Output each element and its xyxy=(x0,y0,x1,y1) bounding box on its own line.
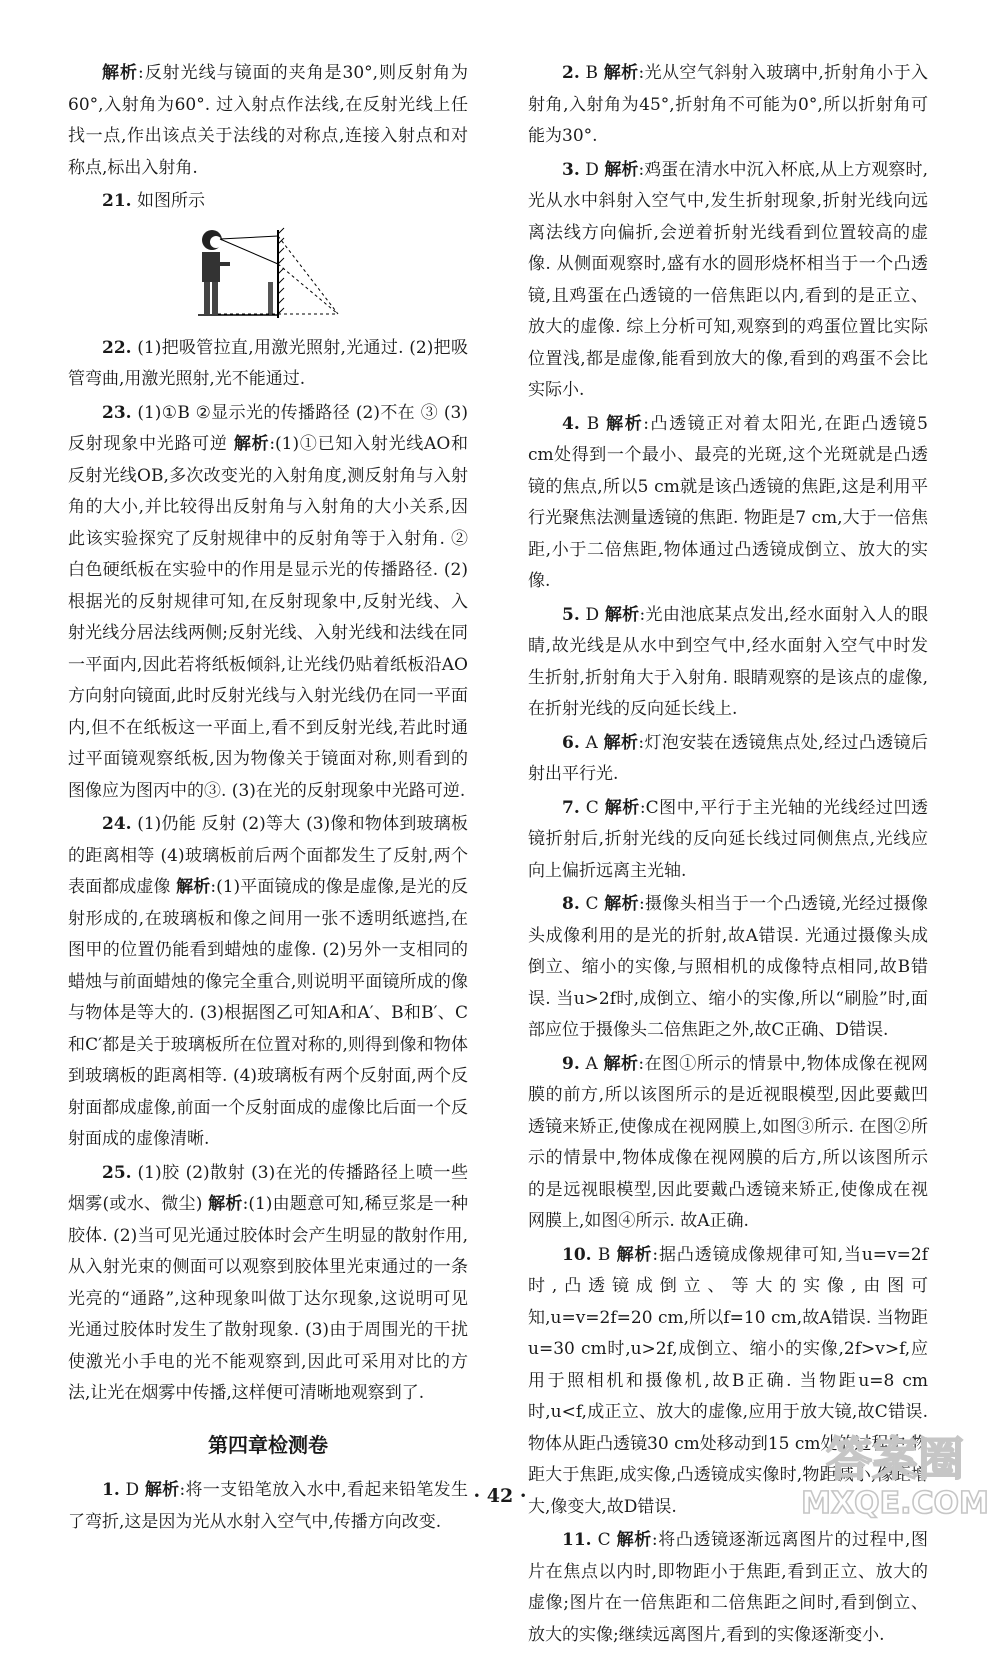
answer-text: :摄像头相当于一个凸透镜,光经过摄像头成像利用的是光的折射,故A错误. 光通过摄像头成倒立、缩小的实像,与照相机的成像特点相同,故B错误. 当u>2f时,成倒立、缩小的实像,所以“刷脸”时,面部应位于摄像头二倍焦距之外,故C正确、D错误. xyxy=(528,894,928,1040)
answer-paragraph xyxy=(68,1158,468,1410)
analysis-label: 解析 xyxy=(604,604,640,625)
left-column xyxy=(68,58,468,1540)
analysis-label: 解析 xyxy=(604,159,639,180)
analysis-label: 解析 xyxy=(616,1244,653,1265)
answer-text: :鸡蛋在清水中沉入杯底,从上方观察时,光从水中斜射入空气中,发生折射现象,折射光线向远离法线方向偏折,会逆着折射光线看到位置较高的虚像. 从侧面观察时,盛有水的圆形烧杯相当于一个凸透镜,且鸡蛋在凸透镜的一倍焦距以内,看到的是正立、放大的虚像. 综上分析可知,观察到的鸡蛋位置比实际位置浅,都是虚像,能看到放大的像,看到的鸡蛋不会比实际小. xyxy=(528,159,929,400)
answer-choice: C xyxy=(579,894,605,914)
analysis-label: 解析 xyxy=(208,1194,243,1214)
question-number: 11. xyxy=(562,1530,592,1550)
answer-choice: B xyxy=(579,63,604,83)
mirror-image-block xyxy=(268,282,273,314)
answer-choice: D xyxy=(579,604,605,625)
answer-choice: (1)①B ②显示光的传播路径 (2)不在 ③ (3)反射现象中光路可逆 xyxy=(68,402,468,454)
watermark-logo xyxy=(795,1425,995,1525)
answer-choice: A xyxy=(579,1053,604,1074)
question-number: 7. xyxy=(562,797,580,818)
answer-paragraph xyxy=(528,728,928,791)
analysis-label: 解析 xyxy=(616,1530,652,1550)
analysis-label: 解析 xyxy=(603,63,639,83)
answer-paragraph xyxy=(528,1049,928,1238)
question-number: 25. xyxy=(102,1162,132,1183)
answer-text: :光从空气斜射入玻璃中,折射角小于入射角,入射角为45°,折射角不可能为0°,所以折射角可能为30°. xyxy=(528,63,928,146)
question-number: 6. xyxy=(562,732,580,753)
right-column xyxy=(528,58,928,1653)
watermark-line1: 答案圈 xyxy=(826,1432,964,1486)
answer-text: :(1)平面镜成的像是虚像,是光的反射形成的,在玻璃板和像之间用一张不透明纸遮挡,在图甲的位置仍能看到蜡烛的虚像. (2)另外一支相同的蜡烛与前面蜡烛的像完全重合,则说明平面镜所成的像与物体是等大的. (3)根据图乙可知A和A′、B和B′、C和C′都是关于玻璃板所在位置对称的,则得到像和物体到玻璃板的距离相等. (4)玻璃板有两个反射面,两个反射面都成虚像,前面一个反射面成的虚像比后面一个反射面成的虚像清晰. xyxy=(68,877,469,1149)
question-number: 8. xyxy=(562,894,580,914)
answer-text: :将一支铅笔放入水中,看起来铅笔发生了弯折,这是因为光从水射入空气中,传播方向改变. xyxy=(68,1480,469,1532)
answer-choice: D xyxy=(119,1480,145,1500)
analysis-label: 解析 xyxy=(102,63,138,83)
figure-mirror-diagram xyxy=(68,222,468,327)
answer-choice: D xyxy=(579,159,605,180)
question-number: 2. xyxy=(562,63,580,83)
answer-text: :据凸透镜成像规律可知,当u=v=2f时,凸透镜成倒立、等大的实像,由图可知,u=v=2f=20 cm,所以f=10 cm,故A错误. 当物距u=30 cm时,u>2f,成倒立、缩小的实像,2f>v>f,应用于照相机和摄像机,故B正确. 当物距u=8 cm时,u<f,成正立、放大的虚像,应用于放大镜,故C错误. 物体从距凸透镜30 cm处移动到15 cm处的过程中,物距大于焦距,成实像,凸透镜成实像时,物距减小,像距增大,像变大,故D错误. xyxy=(528,1244,928,1517)
answer-paragraph xyxy=(528,600,928,726)
question-number: 10. xyxy=(562,1244,592,1265)
analysis-label: 解析 xyxy=(144,1480,180,1500)
answer-paragraph xyxy=(528,1525,928,1651)
answer-paragraph xyxy=(68,333,468,396)
analysis-label: 解析 xyxy=(604,797,640,818)
person-body xyxy=(202,252,220,282)
answer-text: :(1)①已知入射光线AO和反射光线OB,多次改变光的入射角度,测反射角与入射角的大小,并比较得出反射角与入射角的大小关系,因此该实验探究了反射规律中的反射角等于入射角. ②白色硬纸板在实验中的作用是显示光的传播路径. (2)根据光的反射规律可知,在反射现象中,反射光线、入射光线分居法线两侧;反射光线、入射光线和法线在同一平面内,因此若将纸板倾斜,让光线仍贴着纸板沿AO方向射向镜面,此时反射光线与入射光线仍在同一平面内,但不在纸板这一平面上,看不到反射光线,若此时通过平面镜观察纸板,因为物像关于镜面对称,则看到的图像应为图丙中的③. (3)在光的反射现象中光路可逆. xyxy=(68,434,469,801)
answer-text: :光由池底某点发出,经水面射入人的眼睛,故光线是从水中到空气中,经水面射入空气中时发生折射,折射角大于入射角. 眼睛观察的是该点的虚像,在折射光线的反向延长线上. xyxy=(528,604,929,719)
question-number: 22. xyxy=(102,337,132,358)
answer-paragraph xyxy=(528,889,928,1047)
analysis-label: 解析 xyxy=(604,894,639,914)
mirror-illustration xyxy=(188,222,348,327)
answer-text: (1)把吸管拉直,用激光照射,光通过. (2)把吸管弯曲,用激光照射,光不能通过. xyxy=(68,337,468,389)
answer-paragraph xyxy=(528,58,928,153)
analysis-label: 解析 xyxy=(176,877,211,897)
answer-choice: (1)胶 (2)散射 (3)在光的传播路径上喷一些烟雾(或水、微尘) xyxy=(68,1162,468,1214)
analysis-label: 解析 xyxy=(603,1053,639,1074)
answer-paragraph xyxy=(528,155,928,407)
question-number: 4. xyxy=(562,413,580,434)
section-title: 第四章检测卷 xyxy=(208,1432,328,1457)
analysis-label: 解析 xyxy=(606,413,644,434)
answer-text: :反射光线与镜面的夹角是30°,则反射角为60°,入射角为60°. 过入射点作法线,在反射光线上任找一点,作出该点关于法线的对称点,连接入射点和对称点,标出入射角. xyxy=(68,63,469,178)
answer-paragraph xyxy=(68,809,468,1156)
answer-text: :在图①所示的情景中,物体成像在视网膜的前方,所以该图所示的是近视眼模型,因此要戴凹透镜来矫正,使像成在视网膜上,如图③所示. 在图②所示的情景中,物体成像在视网膜的后方,所以该图所示的是远视眼模型,因此要戴凸透镜来矫正,使像成在视网膜上,如图④所示. 故A正确. xyxy=(528,1053,928,1231)
answer-text: :(1)由题意可知,稀豆浆是一种胶体. (2)当可见光通过胶体时会产生明显的散射作用,从入射光束的侧面可以观察到胶体里光束通过的一条光亮的“通路”,这种现象叫做丁达尔现象,这说明可见光通过胶体时发生了散射现象. (3)由于周围光的干扰使激光小手电的光不能观察到,因此可采用对比的方法,让光在烟雾中传播,这样便可清晰地观察到了. xyxy=(68,1194,468,1403)
answer-choice: (1)仍能 反射 (2)等大 (3)像和物体到玻璃板的距离相等 (4)玻璃板前后两个面都发生了反射,两个表面都成虚像 xyxy=(68,814,468,897)
watermark-line2: MXQE.COM xyxy=(801,1486,989,1521)
question-number: 9. xyxy=(562,1053,580,1074)
answer-text: :凸透镜正对着太阳光,在距凸透镜5 cm处得到一个最小、最亮的光斑,这个光斑就是凸透镜的焦点,所以5 cm就是该凸透镜的焦距,这是利用平行光聚焦法测量透镜的焦距. 物距是7 cm,大于一倍焦距,小于二倍焦距,物体通过凸透镜成倒立、放大的实像. xyxy=(528,413,928,591)
page-number: · 42 · xyxy=(473,1485,527,1507)
question-number: 24. xyxy=(102,814,132,834)
answer-text: 如图所示 xyxy=(131,191,205,211)
answer-choice: B xyxy=(591,1244,617,1265)
answer-choice: B xyxy=(579,413,607,434)
answer-choice: C xyxy=(591,1530,617,1550)
question-number: 23. xyxy=(102,402,132,423)
analysis-label: 解析 xyxy=(233,434,270,454)
answer-paragraph xyxy=(68,58,468,184)
analysis-label: 解析 xyxy=(603,732,639,753)
answer-paragraph xyxy=(68,186,468,218)
question-number: 5. xyxy=(562,604,580,625)
answer-choice: A xyxy=(579,732,604,753)
answer-text: :灯泡安装在透镜焦点处,经过凸透镜后射出平行光. xyxy=(528,732,928,784)
answer-paragraph xyxy=(528,793,928,888)
question-number: 1. xyxy=(102,1480,120,1500)
answer-text: :C图中,平行于主光轴的光线经过凹透镜折射后,折射光线的反向延长线过同侧焦点,光线应向上偏折远离主光轴. xyxy=(528,797,929,881)
answer-choice: C xyxy=(579,797,605,818)
answer-paragraph xyxy=(68,398,468,808)
question-number: 21. xyxy=(102,191,132,211)
answer-paragraph xyxy=(528,409,928,598)
question-number: 3. xyxy=(562,159,580,180)
answer-text: :将凸透镜逐渐远离图片的过程中,图片在焦点以内时,即物距小于焦距,看到正立、放大的虚像;图片在一倍焦距和二倍焦距之间时,看到倒立、放大的实像;继续远离图片,看到的实像逐渐变小. xyxy=(528,1530,928,1645)
